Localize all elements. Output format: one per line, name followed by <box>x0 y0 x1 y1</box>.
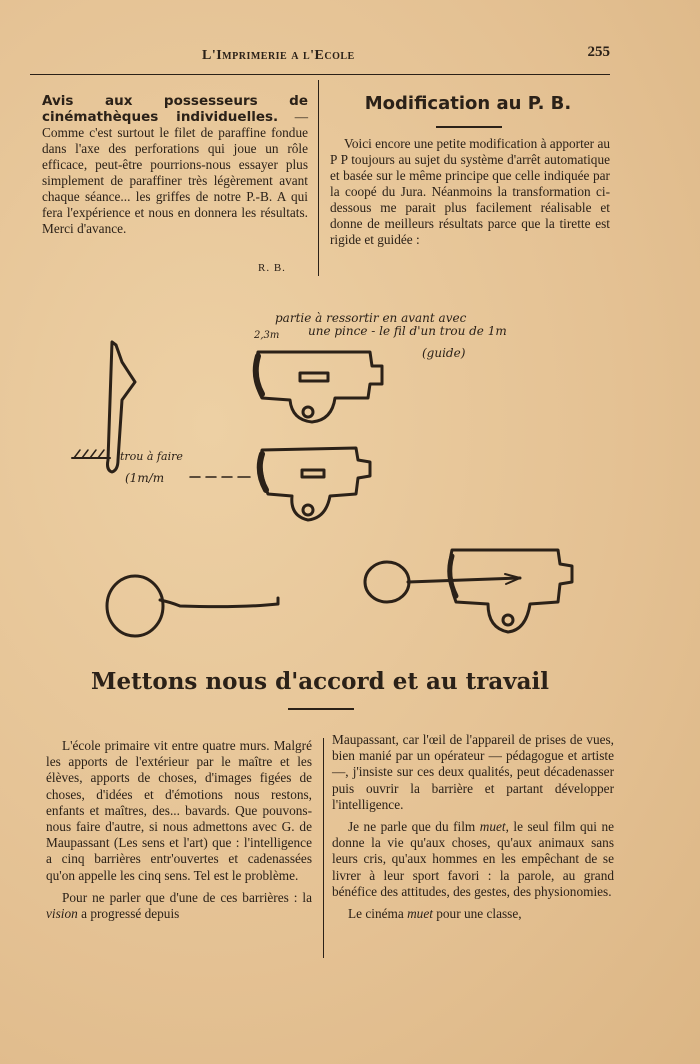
article-title: Mettons nous d'accord et au travail <box>91 668 549 695</box>
article-right-column <box>332 732 614 928</box>
notice-paragraph <box>42 93 308 237</box>
article-title-rule <box>288 708 354 710</box>
slider-part-top <box>256 352 382 422</box>
modification-title-rule <box>436 126 502 128</box>
page-header <box>30 42 610 75</box>
assembled-ring <box>365 562 409 602</box>
text-run: Le cinéma <box>348 906 408 922</box>
notice-signature: R. B. <box>258 262 286 274</box>
running-title: L'Imprimerie a l'Ecole <box>202 48 355 63</box>
text-emphasis: muet <box>479 819 506 835</box>
slider-part-assembled <box>450 550 572 632</box>
text-emphasis: vision <box>46 906 78 922</box>
text-emphasis: muet <box>407 906 433 922</box>
text-run: Je ne parle que du film <box>348 819 480 835</box>
sketch-drawing <box>0 290 700 660</box>
text-run: Pour ne parler que d'une de ces barrières : la <box>62 889 312 905</box>
sketch-note-top-2: une pince - le fil d'un trou de 1m <box>308 324 507 338</box>
article-paragraph: Maupassant, car l'œil de l'appareil de prises de vues, bien manié par un opérateur — pédagogue et artiste —, j'insiste sur ces deux qualités, peut décadenasser puis ouvrir la barrière et partant développer l'intelligence. <box>332 732 614 812</box>
modification-title: Modification au P. B. <box>364 93 572 114</box>
sketch-note-top-guide: (guide) <box>422 346 466 360</box>
sketch-note-left-1: trou à faire <box>120 450 183 463</box>
ring-rod <box>107 576 163 636</box>
text-run: a progressé depuis <box>77 906 180 922</box>
column-divider-top <box>318 80 319 276</box>
sketch-note-top-1: partie à ressortir en avant avec <box>275 311 467 325</box>
sketch-note-left-2: (1m/m <box>125 471 165 485</box>
slider-part-middle <box>261 448 370 520</box>
page-number: 255 <box>587 44 610 60</box>
article-left-column <box>46 738 312 928</box>
modification-body: Voici encore une petite modification à apporter au P P toujours au sujet du système d'arrêt automatique et basée sur le même principe que celle indiquée par la coopé du Jura. Néanmoins la transformation ci-dessous me parait plus facilement réalisable et donne de meilleurs résultats parce que la tirette est rigide et guidée : <box>330 136 610 247</box>
notice-title: Avis aux possesseurs de cinémathèques individuelles. <box>42 93 308 125</box>
article-paragraph <box>332 819 614 900</box>
article-paragraph: L'école primaire vit entre quatre murs. Malgré les apports de l'extérieur par le maître et les élèves, apports de choses, d'images figées de choses, d'idées et d'émotions nous restons, enfants et maîtres, des... bavards. Que pouvons-nous faire d'autre, si nous admettons avec G. de Maupassant (Les sens et l'art) que : l'intelligence a cinq barrières entr'ouvertes et cadenassées qu'on appelle les cinq sens. Tel est le problème. <box>46 738 312 883</box>
sketch-note-top-dim: 2,3m <box>254 330 280 341</box>
text-run: , le seul film qui ne donne la vie qu'aux choses, qu'aux animaux sans leurs cris, qu'aux hommes en les empêchant de se livrer à leur sport favori : la parole, au grand bénéfice des attitudes, des gestes, des physionomies. <box>332 819 614 899</box>
text-run: pour une classe, <box>432 906 522 922</box>
hand-drawn-sketch <box>0 290 700 660</box>
column-divider-bottom <box>323 738 324 958</box>
article-paragraph <box>332 906 614 922</box>
article-paragraph <box>46 890 312 922</box>
notice-body: — Comme c'est surtout le filet de paraffine fondue dans l'axe des perforations qui joue un rôle efficace, peut-être pourrions-nous essayer plus simplement de paraffiner très légèrement avant chaque séance... les griffes de notre P.-B. A qui fera l'expérience et nous en donnera les résultats. Merci d'avance. <box>42 109 309 236</box>
